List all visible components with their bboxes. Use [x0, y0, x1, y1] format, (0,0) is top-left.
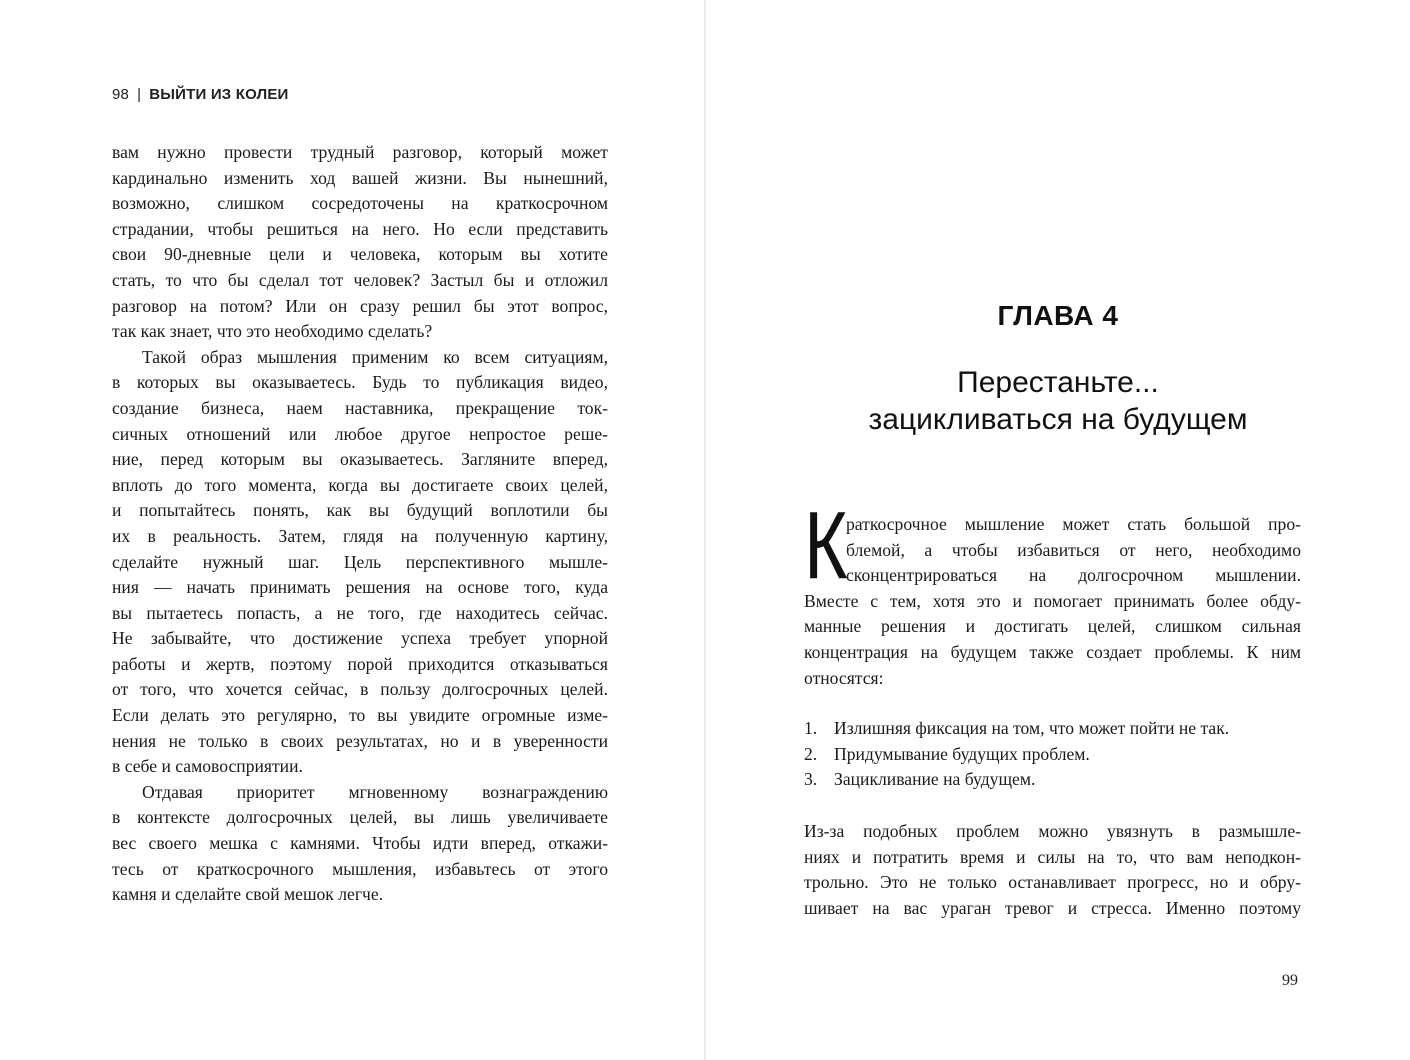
chapter-title	[706, 364, 1410, 438]
text-line: кардинально изменить ход вашей жизни. Вы нынешний,	[112, 167, 608, 188]
text-line: вплоть до того момента, когда вы достигаете своих целей,	[112, 474, 608, 495]
text-line: страдании, чтобы решиться на него. Но если представить	[112, 218, 608, 239]
text-line: вес своего мешка с камнями. Чтобы идти вперед, откажи-	[112, 833, 608, 854]
text-line: от того, что хочется сейчас, в пользу долгосрочных целей.	[112, 679, 608, 700]
text-line: Не забывайте, что достижение успеха требует упорной	[112, 628, 608, 649]
text-line: создание бизнеса, наем наставника, прекращение ток-	[112, 397, 608, 418]
numbered-list	[804, 716, 1301, 793]
text-line: манные решения и достигать целей, слишком сильная	[804, 616, 1301, 637]
text-line: шивает на вас ураган тревог и стресса. Именно поэтому	[804, 897, 1301, 918]
text-line: в контексте долгосрочных целей, вы лишь увеличиваете	[112, 807, 608, 828]
list-item	[804, 716, 1301, 742]
list-item	[804, 742, 1301, 768]
text-line: так как знает, что это необходимо сделать?	[112, 321, 433, 342]
text-line: ние, перед которым вы оказываетесь. Загляните вперед,	[112, 449, 608, 470]
text-line: Отдавая приоритет мгновенному вознаграждению	[142, 781, 608, 802]
text-line: вам нужно провести трудный разговор, который может	[112, 142, 608, 162]
text-line: возможно, слишком сосредоточены на краткосрочном	[112, 193, 608, 214]
list-item-text: Придумывание будущих проблем.	[834, 743, 1090, 764]
running-head-separator: |	[137, 86, 142, 103]
text-line: относятся:	[804, 667, 884, 688]
running-title: ВЫЙТИ ИЗ КОЛЕИ	[149, 86, 289, 103]
text-line: камня и сделайте свой мешок легче.	[112, 884, 384, 905]
drop-cap: К	[804, 492, 848, 599]
text-line: стать, то что бы сделал тот человек? Застыл бы и отложил	[112, 269, 608, 290]
list-item	[804, 767, 1301, 793]
text-line: Такой образ мышления применим ко всем ситуациям,	[142, 346, 608, 367]
right-page-number: 99	[1282, 972, 1298, 989]
chapter-label: ГЛАВА 4	[997, 300, 1119, 331]
closing-paragraph	[804, 819, 1301, 921]
text-line: их в реальность. Затем, глядя на полученную картину,	[112, 525, 608, 546]
right-page	[706, 0, 1410, 1060]
chapter-title-line: зацикливаться на будущем	[868, 403, 1248, 436]
text-line: ниях и потратить время и силы на то, что вам неподкон-	[804, 846, 1301, 867]
chapter-title-line: Перестаньте...	[957, 366, 1159, 399]
text-line: сичных отношений или любое другое непростое реше-	[112, 423, 608, 444]
text-line: свои 90-дневные цели и человека, которым вы хотите	[112, 244, 608, 265]
list-item-text: Излишняя фиксация на том, что может пойти не так.	[834, 718, 1230, 738]
text-line: раткосрочное мышление может стать большой про-	[846, 514, 1301, 534]
text-line: Вместе с тем, хотя это и помогает принимать более обду-	[804, 590, 1301, 611]
list-number: 2.	[804, 743, 818, 764]
text-line: сконцентрироваться на долгосрочном мышлении.	[846, 565, 1301, 586]
text-line: ния — начать принимать решения на основе того, куда	[112, 577, 608, 598]
text-line: трольно. Это не только останавливает прогресс, но и обру-	[804, 872, 1301, 893]
text-line: разговор на потом? Или он сразу решил бы этот вопрос,	[112, 295, 608, 316]
running-head	[112, 86, 289, 103]
text-line: Из-за подобных проблем можно увязнуть в размышле-	[804, 821, 1301, 841]
left-body-text	[112, 140, 608, 908]
left-page-number: 98	[112, 86, 130, 103]
text-line: концентрация на будущем также создает проблемы. К ним	[804, 641, 1301, 662]
intro-paragraph	[804, 512, 1301, 691]
text-line: вы пытаетесь попасть, а не того, где находитесь сейчас.	[112, 602, 608, 623]
text-line: и попытайтесь понять, как вы будущий воплотили бы	[112, 500, 608, 521]
text-line: работы и жертв, поэтому порой приходится отказываться	[112, 653, 608, 674]
list-number: 1.	[804, 718, 818, 738]
text-line: в себе и самовосприятии.	[112, 756, 303, 777]
text-line: блемой, а чтобы избавиться от него, необходимо	[846, 539, 1301, 560]
left-page	[0, 0, 704, 1060]
text-line: нения не только в своих результатах, но и в уверенности	[112, 730, 608, 751]
text-line: тесь от краткосрочного мышления, избавьтесь от этого	[112, 858, 608, 879]
text-line: сделайте нужный шаг. Цель перспективного мышле-	[112, 551, 608, 572]
text-line: в которых вы оказываетесь. Будь то публикация видео,	[112, 372, 608, 393]
list-item-text: Зацикливание на будущем.	[834, 769, 1036, 790]
list-number: 3.	[804, 769, 818, 790]
text-line: Если делать это регулярно, то вы увидите огромные изме-	[112, 705, 608, 726]
